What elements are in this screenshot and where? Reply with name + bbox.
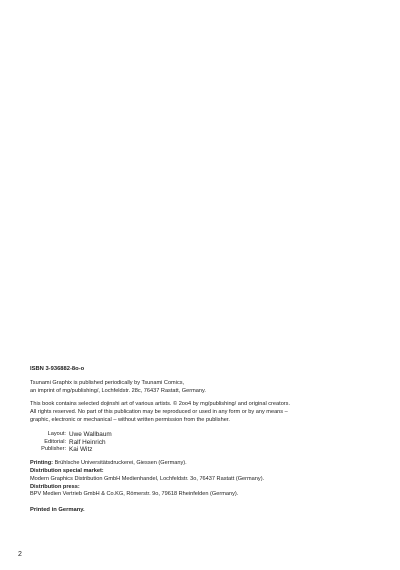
credit-row-editorial [30, 439, 375, 447]
distribution-special-label: Distribution special market: [30, 467, 104, 474]
rights-line: All rights reserved. No part of this publication may be reproduced or used in any form or by any means – [30, 409, 288, 416]
publisher-address: an imprint of mg/publishing/, Lochfeldstr. 28c, 76437 Rastatt, Germany. [30, 387, 206, 394]
imprint-block [30, 366, 375, 515]
isbn: ISBN 3-936882-8o-o [30, 366, 85, 372]
page-number: 2 [18, 551, 22, 558]
rights-notice [30, 401, 375, 424]
publisher-line: Tsunami Graphix is published periodically by Tsunami Comics, [30, 379, 185, 386]
credit-value: Uwe Wallbaum [69, 430, 112, 438]
credit-row-layout [30, 431, 375, 439]
rights-line: graphic, electronic or mechanical – without written permission from the publisher. [30, 416, 230, 423]
credits [30, 431, 375, 454]
distribution-press-label: Distribution press: [30, 483, 80, 490]
credit-value: Kai Witz [69, 446, 93, 454]
printed-in: Printed in Germany. [30, 507, 85, 514]
production-info [30, 460, 375, 499]
printing-info [30, 460, 375, 468]
distribution-press-value: BPV Medien Vertrieb GmbH & Co.KG, Römerstr. 9o, 79618 Rheinfelden (Germany). [30, 491, 239, 498]
credit-label: Layout: [47, 430, 66, 437]
credit-label: Publisher: [41, 446, 66, 453]
credit-row-publisher [30, 446, 375, 454]
credit-value: Ralf Heinrich [69, 438, 106, 446]
printing-label: Printing: [30, 460, 53, 467]
publisher-info [30, 380, 375, 396]
distribution-special-value: Modern Graphics Distribution GmbH Medienhandel, Lochfeldstr. 3o, 76437 Rastatt (Germany). [30, 475, 265, 482]
printing-value: Brühlsche Universitätsdruckerei, Giessen (Germany). [54, 460, 187, 467]
rights-line: This book contains selected dojinshi art of various artists. © 2oo4 by mg/publishing/ and original creators. [30, 401, 291, 408]
credit-label: Editorial: [44, 438, 66, 445]
